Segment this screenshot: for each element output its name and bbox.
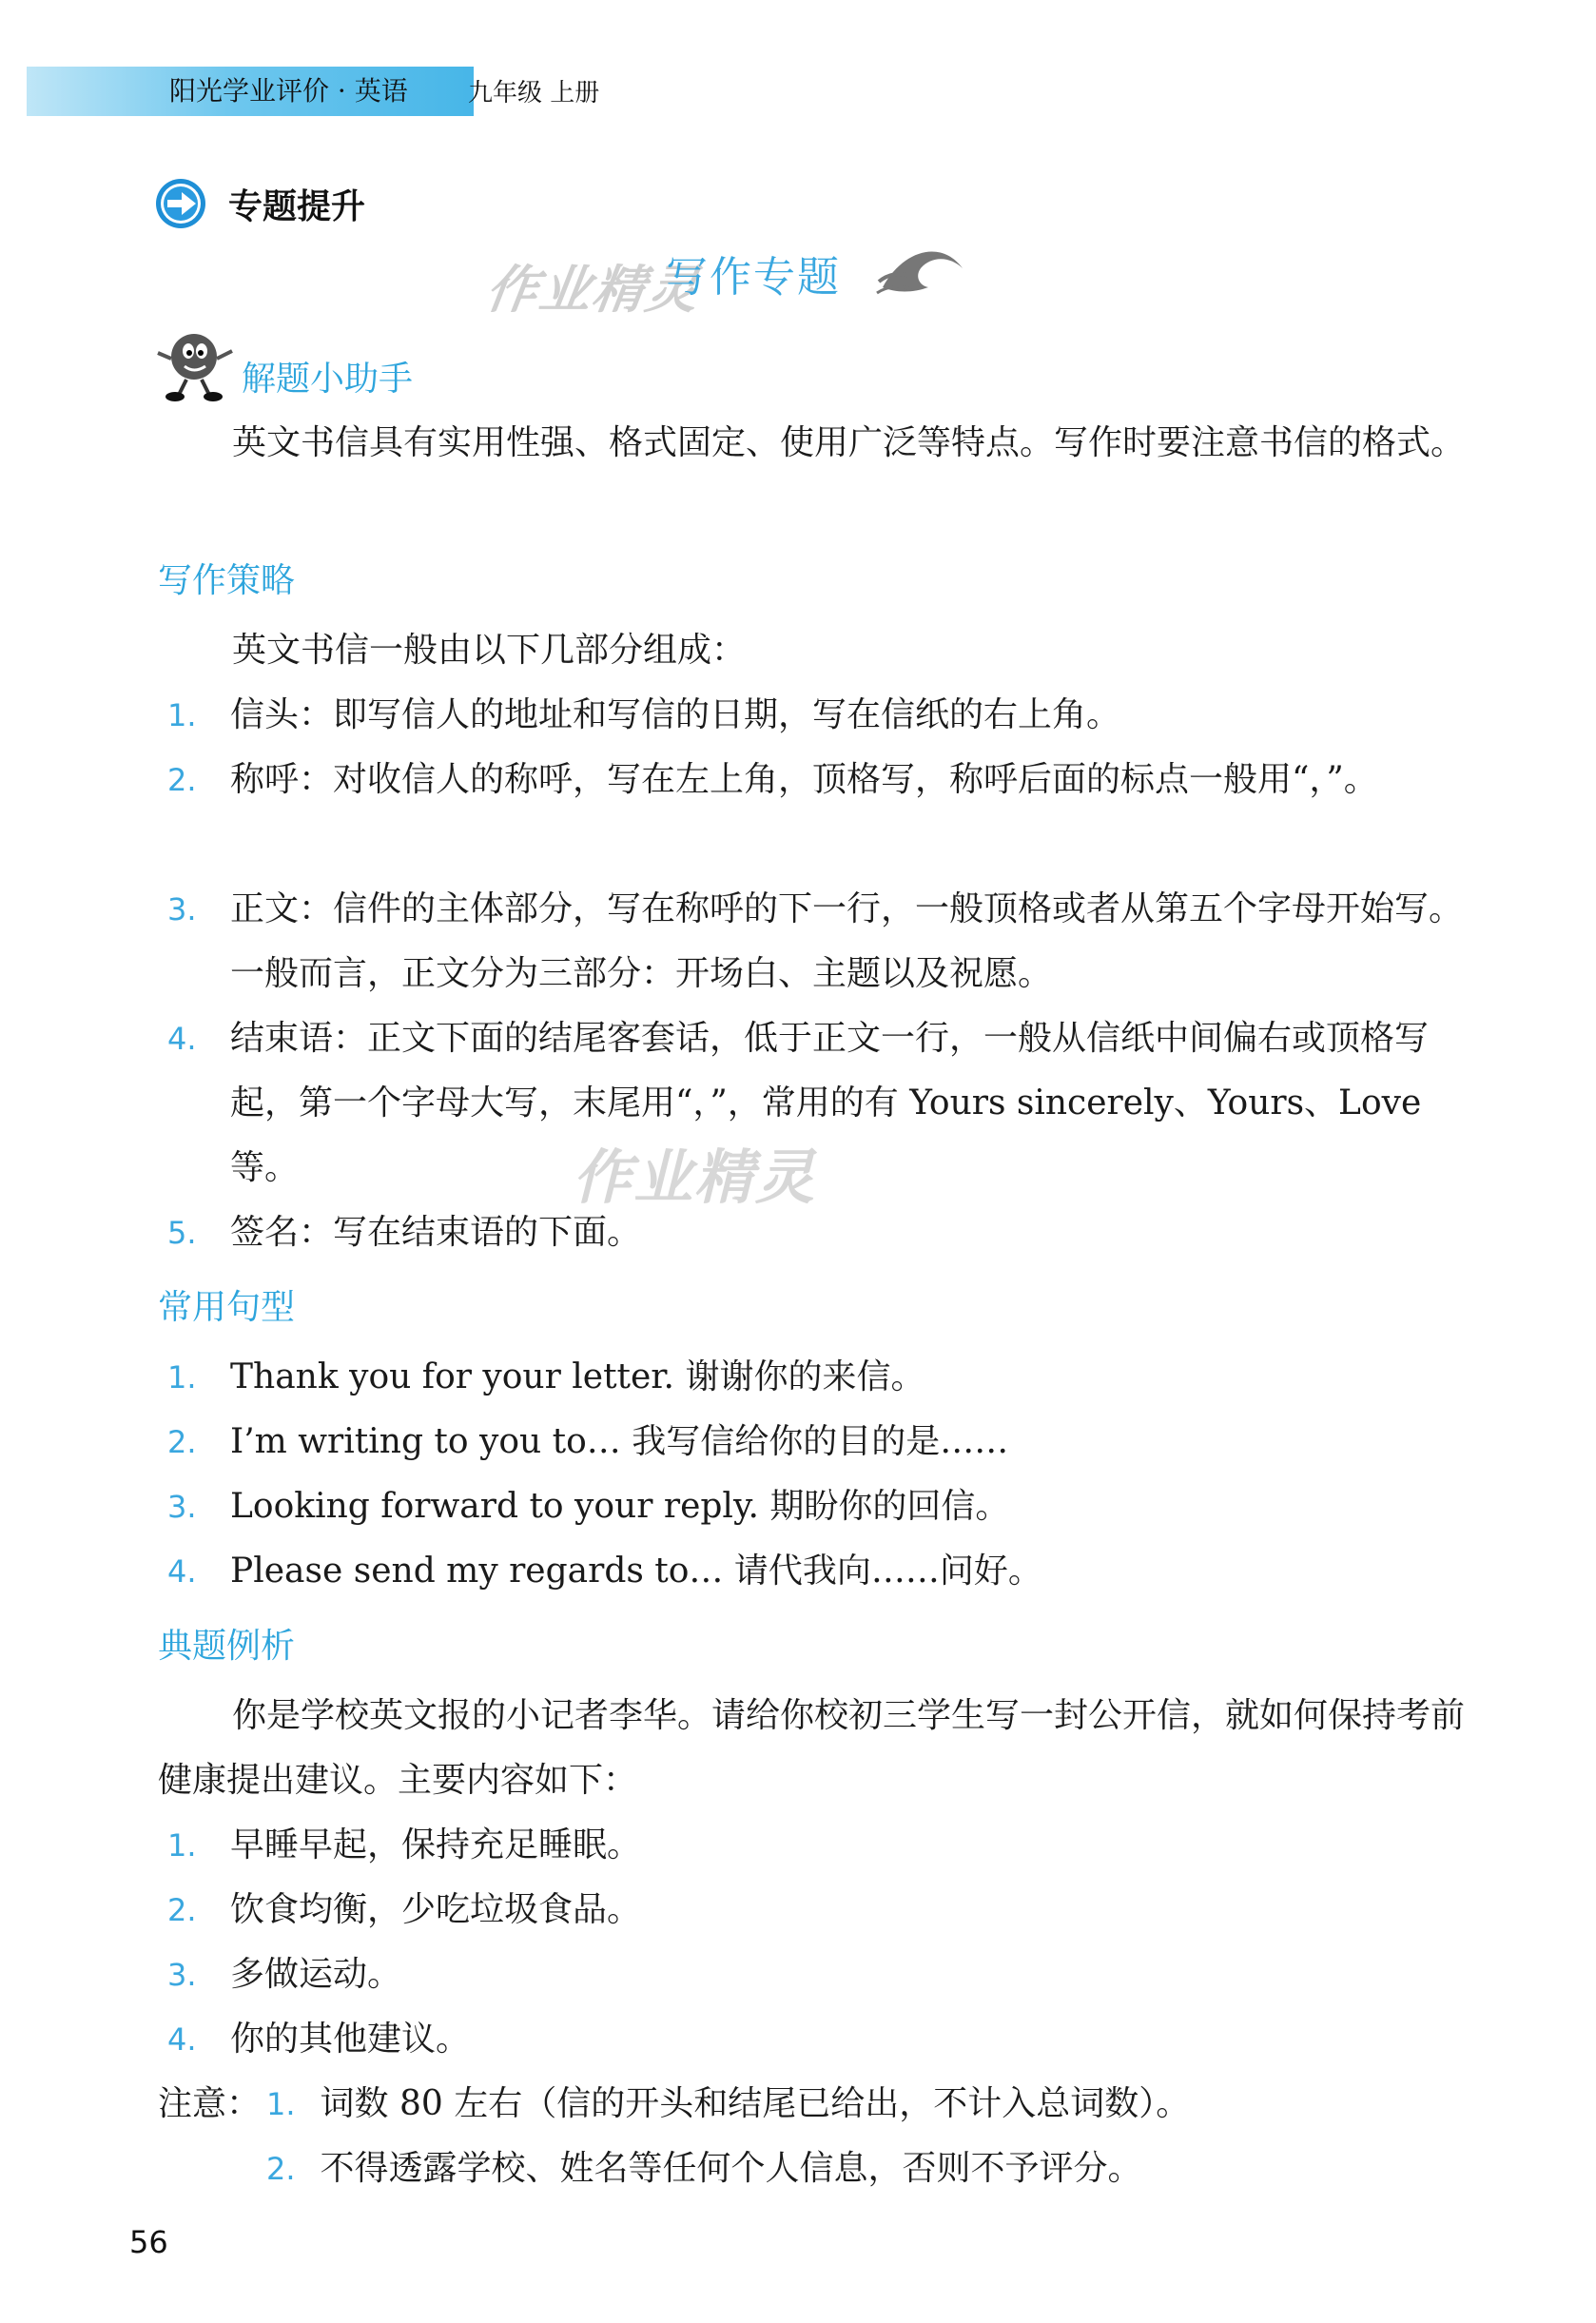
item-number: 1.	[167, 1827, 197, 1864]
note-text: 词数 80 左右（信的开头和结尾已给出，不计入总词数）。	[320, 2084, 1191, 2123]
note-item	[266, 2137, 1142, 2201]
item-number: 2.	[167, 762, 197, 798]
topic-title: 写作专题	[666, 253, 841, 302]
note-label: 注意：	[158, 2084, 262, 2123]
list-item	[167, 1878, 1489, 1942]
wave-decoration-icon	[875, 240, 970, 299]
intro-paragraph: 英文书信具有实用性强、格式固定、使用广泛等特点。写作时要注意书信的格式。	[232, 423, 1466, 462]
item-text: 早睡早起，保持充足睡眠。	[230, 1825, 642, 1864]
item-number: 1.	[167, 697, 197, 733]
strategy-lead: 英文书信一般由以下几部分组成：	[232, 631, 747, 670]
note-number: 2.	[266, 2151, 296, 2187]
grade-label: 九年级 上册	[468, 79, 600, 107]
note-item	[266, 2072, 1190, 2137]
list-item	[167, 683, 1489, 748]
item-number: 3.	[167, 891, 197, 927]
list-item	[167, 1942, 1489, 2007]
example-prompt: 你是学校英文报的小记者李华。请给你校初三学生写一封公开信，就如何保持考前健康提出建议。主要内容如下：	[158, 1696, 1466, 1800]
list-item	[167, 748, 1489, 812]
item-number: 4.	[167, 2021, 197, 2058]
item-number: 2.	[167, 1892, 197, 1928]
list-item	[167, 1474, 1489, 1539]
item-text: 正文：信件的主体部分，写在称呼的下一行，一般顶格或者从第五个字母开始写。一般而言，正文分为三部分：开场白、主题以及祝愿。	[230, 889, 1464, 993]
strategy-heading: 写作策略	[158, 561, 296, 600]
item-number: 1.	[167, 1359, 197, 1396]
section-title: 专题提升	[228, 186, 366, 226]
item-number: 4.	[167, 1553, 197, 1590]
helper-heading	[152, 328, 413, 404]
list-item	[167, 877, 1489, 1006]
item-text: 饮食均衡，少吃垃圾食品。	[230, 1890, 642, 1929]
item-number: 3.	[167, 1489, 197, 1525]
item-text: 结束语：正文下面的结尾客套话，低于正文一行，一般从信纸中间偏右或顶格写起，第一个字母大写，末尾用“，”，常用的有 Yours sincerely、Yours、Love 等。	[230, 1019, 1430, 1187]
list-item	[167, 2007, 1489, 2072]
list-item	[167, 1201, 1489, 1265]
list-item	[167, 1813, 1489, 1878]
item-text: Thank you for your letter. 谢谢你的来信。	[230, 1357, 925, 1396]
item-text: 信头：即写信人的地址和写信的日期，写在信纸的右上角。	[230, 695, 1121, 734]
note-text: 不得透露学校、姓名等任何个人信息，否则不予评分。	[320, 2149, 1142, 2188]
list-item	[167, 1345, 1489, 1410]
list-item	[167, 1006, 1489, 1201]
item-text: 签名：写在结束语的下面。	[230, 1213, 642, 1252]
helper-title: 解题小助手	[242, 360, 414, 399]
watermark: 作业精灵	[482, 260, 704, 320]
page-number: 56	[129, 2224, 168, 2260]
item-text: 称呼：对收信人的称呼，写在左上角，顶格写，称呼后面的标点一般用“，”。	[230, 760, 1378, 799]
arrow-right-icon	[154, 177, 207, 230]
item-text: 你的其他建议。	[230, 2020, 471, 2059]
mascot-icon	[152, 328, 238, 404]
item-text: I’m writing to you to… 我写信给你的目的是……	[230, 1422, 1009, 1461]
example-heading: 典题例析	[158, 1627, 296, 1666]
item-number: 4.	[167, 1021, 197, 1057]
sentences-heading: 常用句型	[158, 1288, 296, 1327]
list-item	[167, 1539, 1489, 1604]
item-text: Please send my regards to… 请代我向……问好。	[230, 1552, 1042, 1591]
section-heading	[154, 177, 365, 230]
list-item	[167, 1410, 1489, 1474]
item-number: 5.	[167, 1215, 197, 1251]
item-text: Looking forward to your reply. 期盼你的回信。	[230, 1487, 1010, 1526]
book-title: 阳光学业评价 · 英语	[169, 75, 408, 107]
item-text: 多做运动。	[230, 1955, 402, 1994]
note-number: 1.	[266, 2086, 296, 2122]
item-number: 2.	[167, 1424, 197, 1460]
item-number: 3.	[167, 1957, 197, 1993]
watermark: 作业精灵	[573, 1142, 817, 1212]
